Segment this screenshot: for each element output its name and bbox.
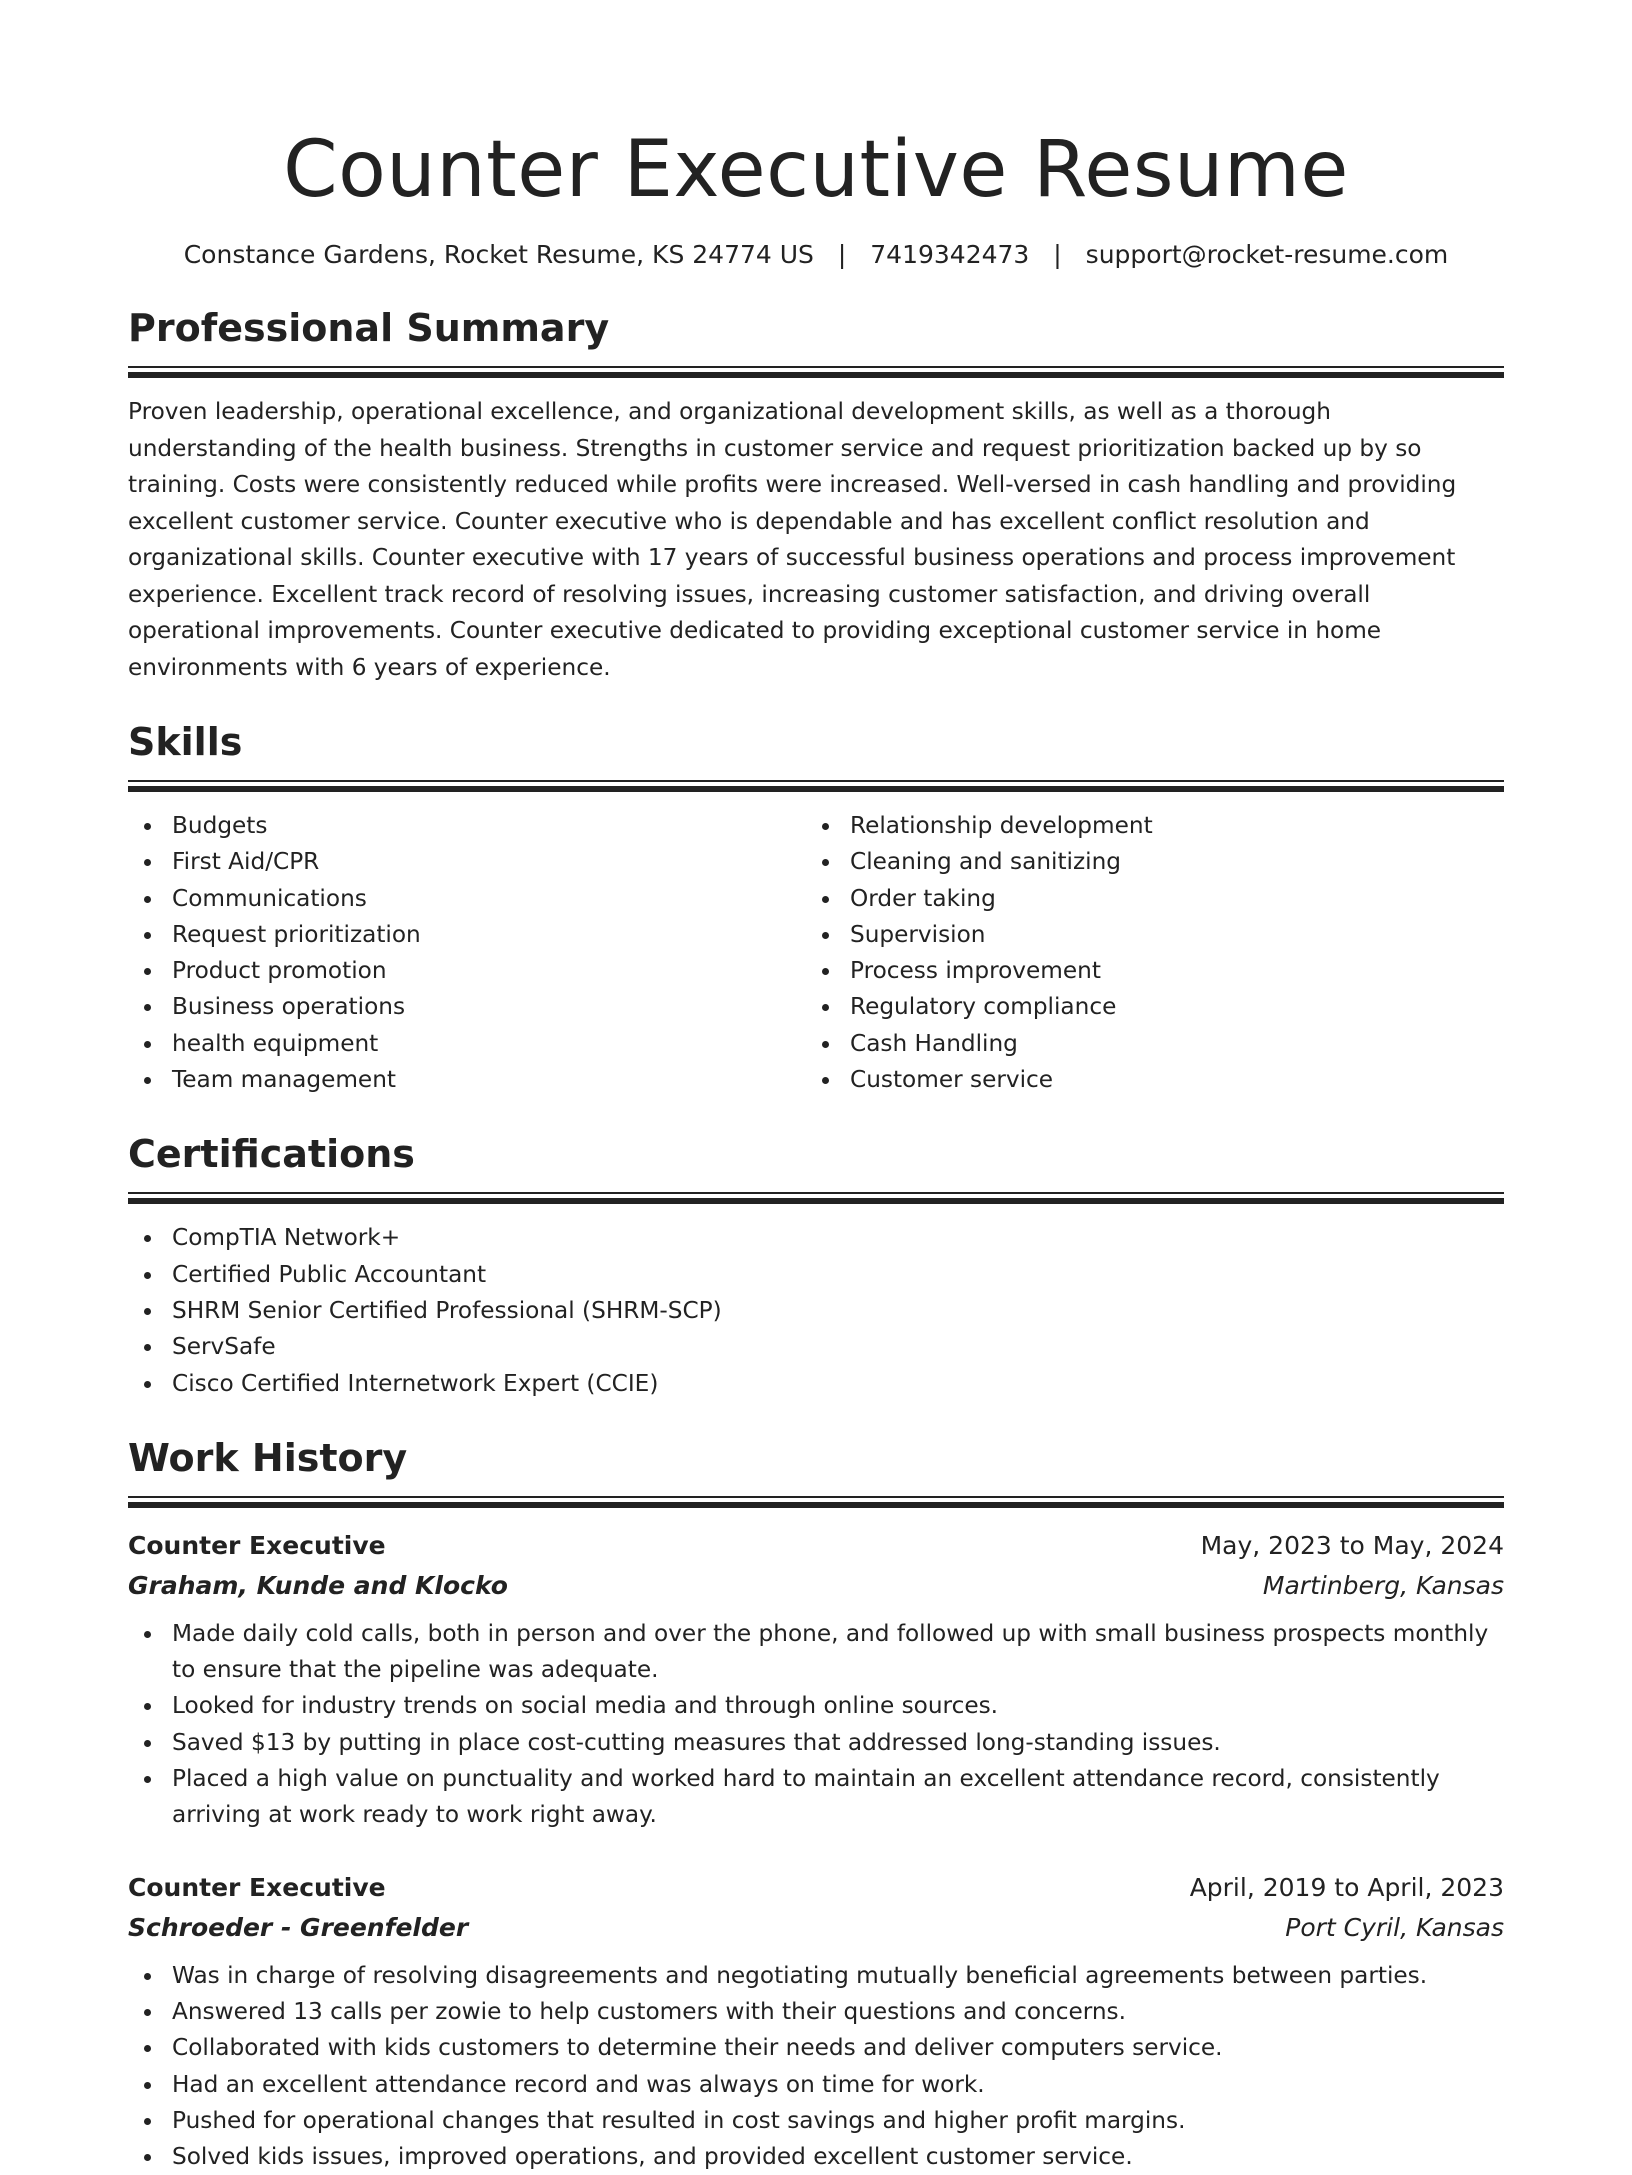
- job-header-row: [128, 1868, 1504, 1908]
- job-company: Graham, Kunde and Klocko: [128, 1570, 508, 1600]
- job-company-row: [128, 1908, 1504, 1948]
- skill-item: Supervision: [806, 917, 1494, 953]
- job-title: Counter Executive: [128, 1872, 386, 1902]
- skill-item: Customer service: [806, 1062, 1494, 1098]
- certification-item: SHRM Senior Certified Professional (SHRM-SCP): [128, 1293, 1504, 1329]
- job-duty: Collaborated with kids customers to determine their needs and deliver computers service.: [128, 2030, 1504, 2066]
- skill-item: Relationship development: [806, 808, 1494, 844]
- skill-item: Business operations: [128, 989, 806, 1025]
- skill-item: Request prioritization: [128, 917, 806, 953]
- skill-item: Cleaning and sanitizing: [806, 844, 1494, 880]
- job-duty: Looked for industry trends on social media and through online sources.: [128, 1688, 1504, 1724]
- resume-title: Counter Executive Resume: [283, 125, 1349, 215]
- job-duty: Answered 13 calls per zowie to help customers with their questions and concerns.: [128, 1994, 1504, 2030]
- job-duty: Was in charge of resolving disagreements and negotiating mutually beneficial agreements between parties.: [128, 1958, 1504, 1994]
- skill-item: Communications: [128, 881, 806, 917]
- certifications-list: [128, 1220, 1504, 1401]
- job-duty: Pushed for operational changes that resulted in cost savings and higher profit margins.: [128, 2103, 1504, 2139]
- contact-email: support@rocket-resume.com: [1085, 240, 1449, 269]
- skill-item: Order taking: [806, 881, 1494, 917]
- job-duty: Placed a high value on punctuality and worked hard to maintain an excellent attendance record, consistently arriving at work ready to work right away.: [128, 1761, 1504, 1834]
- skill-item: First Aid/CPR: [128, 844, 806, 880]
- skills-heading: Skills: [128, 720, 243, 764]
- certification-item: CompTIA Network+: [128, 1220, 1504, 1256]
- contact-separator: |: [837, 240, 847, 269]
- certifications-heading: Certifications: [128, 1132, 415, 1177]
- job-duties-list: [128, 1958, 1504, 2175]
- contact-line: [128, 238, 1504, 272]
- job-dates: April, 2019 to April, 2023: [1189, 1872, 1504, 1902]
- job-duty: Solved kids issues, improved operations, and provided excellent customer service.: [128, 2139, 1504, 2175]
- job-company-row: [128, 1566, 1504, 1606]
- certification-item: Cisco Certified Internetwork Expert (CCIE): [128, 1366, 1504, 1402]
- skill-item: Budgets: [128, 808, 806, 844]
- skills-list-right: [806, 808, 1494, 1098]
- job-entry: [128, 1868, 1504, 2175]
- job-duty: Made daily cold calls, both in person and over the phone, and followed up with small business prospects monthly to ensure that the pipeline was adequate.: [128, 1616, 1504, 1689]
- certification-item: Certified Public Accountant: [128, 1257, 1504, 1293]
- skill-item: Regulatory compliance: [806, 989, 1494, 1025]
- contact-separator: |: [1053, 240, 1062, 269]
- section-divider: [128, 780, 1504, 792]
- skills-list-left: [128, 808, 806, 1098]
- summary-heading: Professional Summary: [128, 306, 610, 350]
- contact-phone: 7419342473: [870, 240, 1030, 269]
- skill-item: Cash Handling: [806, 1026, 1494, 1062]
- job-location: Martinberg, Kansas: [1262, 1570, 1504, 1600]
- job-header-row: [128, 1526, 1504, 1566]
- skill-item: Process improvement: [806, 953, 1494, 989]
- job-duty: Saved $13 by putting in place cost-cutting measures that addressed long-standing issues.: [128, 1725, 1504, 1761]
- job-entry: [128, 1526, 1504, 1834]
- skill-item: health equipment: [128, 1026, 806, 1062]
- job-title: Counter Executive: [128, 1530, 386, 1560]
- section-divider: [128, 1496, 1504, 1508]
- job-company: Schroeder - Greenfelder: [128, 1912, 469, 1942]
- job-location: Port Cyril, Kansas: [1285, 1912, 1504, 1942]
- contact-address: Constance Gardens, Rocket Resume, KS 24774 US: [183, 240, 814, 269]
- section-divider: [128, 1192, 1504, 1204]
- summary-text: Proven leadership, operational excellence, and organizational development skills, as well as a thorough understanding of the health business. Strengths in customer service and request prioritization backed up by so training. Costs were consistently reduced while profits were increased. Well-versed in cash handling and providing excellent customer service. Counter executive who is dependable and has excellent conflict resolution and organizational skills. Counter executive with 17 years of successful business operations and process improvement experience. Excellent track record of resolving issues, increasing customer satisfaction, and driving overall operational improvements. Counter executive dedicated to providing exceptional customer service in home environments with 6 years of experience.: [128, 398, 1457, 681]
- certification-item: ServSafe: [128, 1329, 1504, 1365]
- work-history-heading: Work History: [128, 1435, 408, 1480]
- skills-columns: [128, 808, 1504, 1098]
- job-duty: Had an excellent attendance record and was always on time for work.: [128, 2067, 1504, 2103]
- job-dates: May, 2023 to May, 2024: [1200, 1530, 1504, 1560]
- job-duties-list: [128, 1616, 1504, 1834]
- section-divider: [128, 366, 1504, 378]
- skill-item: Team management: [128, 1062, 806, 1098]
- skill-item: Product promotion: [128, 953, 806, 989]
